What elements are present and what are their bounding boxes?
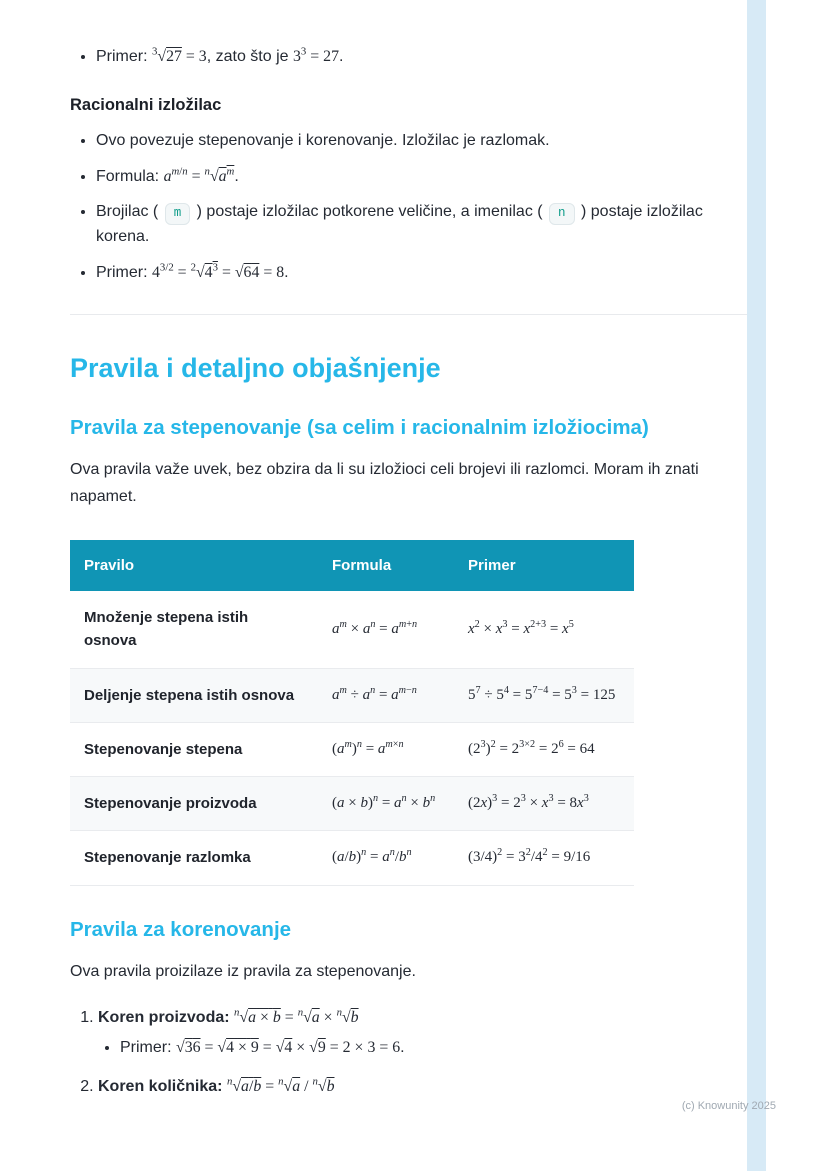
section-heading-korenovanje: Pravila za korenovanje <box>70 917 292 941</box>
primer-cell: $(2x)^3 = 2^3 \times x^3 = 8x^3$ <box>454 777 634 831</box>
inline-code-n: n <box>549 203 575 225</box>
intro-paragraph: Ova pravila važe uvek, bez obzira da li su izložioci celi brojevi ili razlomci. Moram ih znati napamet. <box>70 460 699 505</box>
table-header-formula: Formula <box>318 540 454 591</box>
rules-table <box>70 540 634 886</box>
rule-cell: Deljenje stepena istih osnova <box>70 668 318 722</box>
intro-bullet-list <box>70 45 724 70</box>
text-run: Ovo povezuje stepenovanje i korenovanje. Izložilac je razlomak. <box>96 131 550 149</box>
text-run: , zato što je <box>206 48 293 65</box>
text-run: ) postaje izložilac korena. <box>96 203 703 246</box>
table-row <box>70 831 634 885</box>
list-item <box>96 261 724 286</box>
math-expression: $^n$√a/b = $^n$√a / $^n$√b <box>226 1075 335 1096</box>
korenovanje-paragraph: Ova pravila proizilaze iz pravila za stepenovanje. <box>70 962 416 980</box>
text-run: . <box>400 1039 405 1057</box>
math-expression: $^n$√a × b = $^n$√a × $^n$√b <box>234 1006 359 1026</box>
formula-cell: $a^m \div a^n = a^{m-n}$ <box>318 668 454 722</box>
table-header-row <box>70 540 634 591</box>
math-expression: $^3$√27 = 3 <box>152 45 207 65</box>
page-title: Pravila i detaljno objašnjenje <box>70 352 441 383</box>
formula-cell: $a^m \times a^n = a^{m+n}$ <box>318 591 454 668</box>
text-run: . <box>339 48 344 65</box>
section-heading-stepenovanje: Pravila za stepenovanje (sa celim i racionalnim izložiocima) <box>70 415 649 439</box>
list-item <box>96 129 724 154</box>
list-item <box>96 200 724 250</box>
list-item <box>96 45 724 70</box>
text-run: Primer: <box>96 263 152 281</box>
list-item <box>96 165 724 190</box>
table-header-pravilo: Pravilo <box>70 540 318 591</box>
rule-cell: Množenje stepena istih osnova <box>70 591 318 668</box>
formula-cell: $(a/b)^n = a^n/b^n$ <box>318 831 454 885</box>
rule-cell: Stepenovanje proizvoda <box>70 777 318 831</box>
list-item <box>98 1005 724 1061</box>
text-run: Brojilac ( <box>96 203 163 221</box>
inline-code-m: m <box>165 203 191 225</box>
math-expression: $3^3 = 27$ <box>292 45 340 65</box>
table-row <box>70 668 634 722</box>
formula-cell: $(a \times b)^n = a^n \times b^n$ <box>318 777 454 831</box>
nested-bullet-list <box>98 1036 724 1061</box>
table-row <box>70 722 634 776</box>
primer-cell: $x^2 \times x^3 = x^{2+3} = x^5$ <box>454 591 634 668</box>
right-edge-stripe <box>747 0 766 1171</box>
list-item <box>120 1036 724 1061</box>
math-expression: $a^{m/n} = ^n√a^m$ <box>163 165 235 185</box>
text-run: ) postaje izložilac potkorene veličine, a imenilac ( <box>192 203 548 221</box>
text-run: Primer: <box>120 1039 176 1057</box>
rational-exponent-bullet-list <box>70 129 724 286</box>
primer-cell: $(2^3)^2 = 2^{3\times 2} = 2^6 = 64$ <box>454 722 634 776</box>
root-rules-list <box>70 1005 724 1100</box>
primer-cell: $5^7 \div 5^4 = 5^{7-4} = 5^3 = 125$ <box>454 668 634 722</box>
text-run: . <box>234 167 239 185</box>
math-expression: $4^{3/2} = ^2√4^3 = √64 = 8$ <box>152 261 285 281</box>
rule-label: Koren količnika: <box>98 1078 223 1096</box>
table-row <box>70 591 634 668</box>
rule-cell: Stepenovanje stepena <box>70 722 318 776</box>
subsection-heading-racionalni-izlozilac: Racionalni izložilac <box>70 95 222 114</box>
formula-cell: $(a^m)^n = a^{m\times n}$ <box>318 722 454 776</box>
text-run: Formula: <box>96 167 164 185</box>
math-expression: √36 = √4 × 9 = √4 × √9 = 2 × 3 = 6 <box>176 1039 401 1057</box>
primer-cell: $(3/4)^2 = 3^2/4^2 = 9/16$ <box>454 831 634 885</box>
section-divider <box>70 314 758 315</box>
list-item <box>98 1074 724 1100</box>
text-run: . <box>284 263 289 281</box>
table-row <box>70 777 634 831</box>
table-header-primer: Primer <box>454 540 634 591</box>
copyright-watermark: (c) Knowunity 2025 <box>681 1100 776 1112</box>
rule-label: Koren proizvoda: <box>98 1008 230 1026</box>
text-run: Primer: <box>96 48 152 65</box>
rule-cell: Stepenovanje razlomka <box>70 831 318 885</box>
